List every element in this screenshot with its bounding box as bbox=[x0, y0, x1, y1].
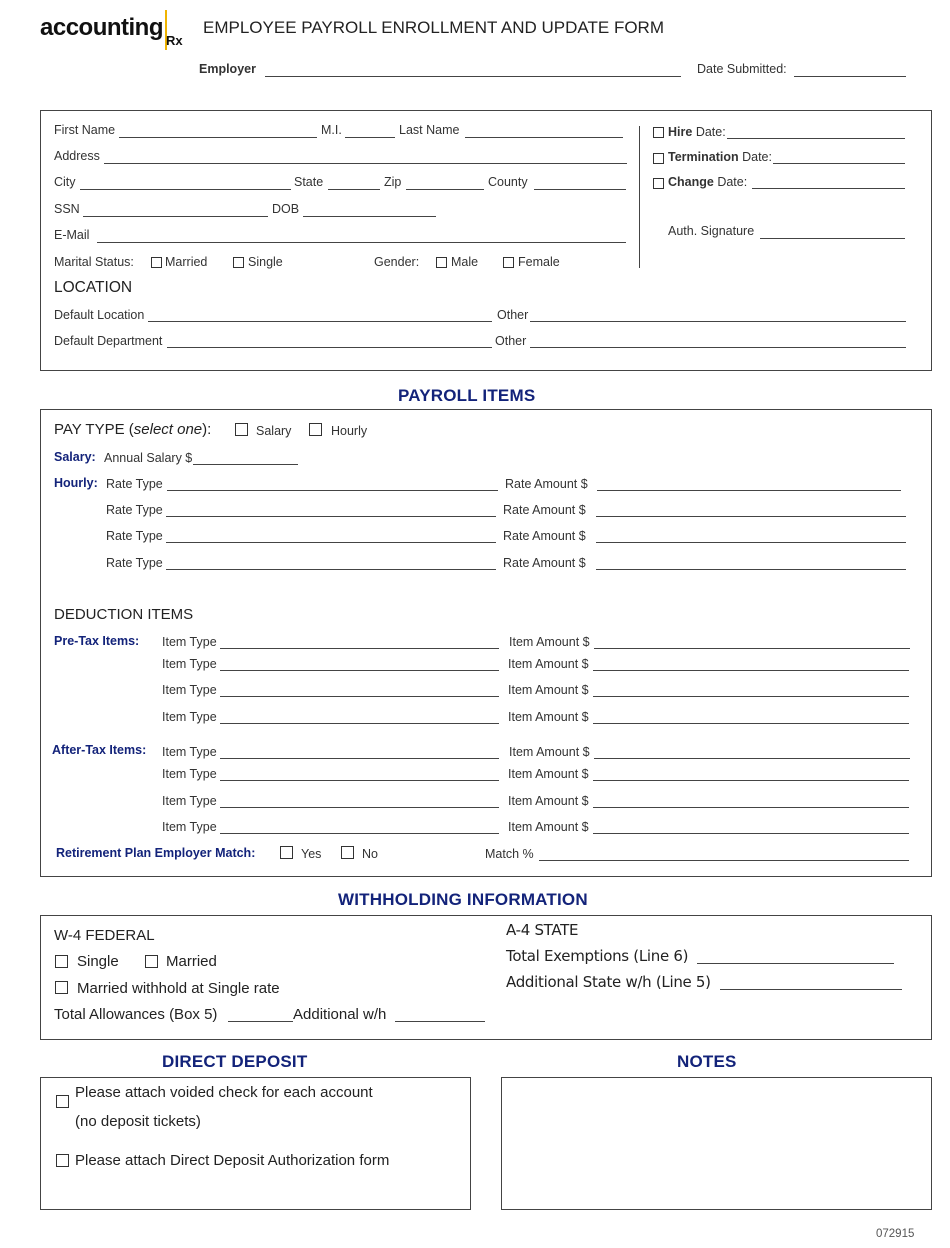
hire-date-label: Date: bbox=[695, 125, 726, 139]
rate-type-field-4[interactable] bbox=[166, 569, 496, 570]
rate-type-label-1: Rate Type bbox=[106, 477, 163, 491]
hire-label bbox=[668, 125, 726, 139]
salary-checkbox[interactable] bbox=[235, 423, 248, 436]
address-label: Address bbox=[54, 149, 100, 163]
dd-authorization-checkbox[interactable] bbox=[56, 1154, 69, 1167]
annual-salary-field[interactable] bbox=[193, 464, 298, 465]
rate-amount-field-2[interactable] bbox=[596, 516, 906, 517]
married-label: Married bbox=[165, 255, 208, 269]
male-checkbox[interactable] bbox=[436, 257, 447, 268]
hire-checkbox[interactable] bbox=[653, 127, 664, 138]
rate-amount-label-2: Rate Amount $ bbox=[503, 503, 586, 517]
department-other-label: Other bbox=[495, 334, 527, 348]
change-text: Change bbox=[668, 175, 714, 189]
auth-signature-label: Auth. Signature bbox=[668, 224, 755, 238]
change-date-field[interactable] bbox=[752, 188, 905, 189]
date-submitted-label: Date Submitted: bbox=[697, 62, 787, 76]
employee-info-box bbox=[40, 110, 932, 371]
withholding-title: WITHHOLDING INFORMATION bbox=[338, 890, 588, 909]
rate-type-label-4: Rate Type bbox=[106, 556, 163, 570]
annual-salary-label: Annual Salary $ bbox=[104, 451, 193, 465]
date-submitted-field[interactable] bbox=[794, 76, 906, 77]
after-tax-item-type-field-4[interactable] bbox=[220, 833, 499, 834]
termination-date-label: Date: bbox=[742, 150, 772, 164]
hire-text: Hire bbox=[668, 125, 693, 139]
location-heading: LOCATION bbox=[54, 279, 133, 296]
no-deposit-tickets-label: (no deposit tickets) bbox=[75, 1113, 201, 1130]
department-other-field[interactable] bbox=[530, 347, 906, 348]
after-tax-item-type-field-1[interactable] bbox=[220, 758, 499, 759]
zip-field[interactable] bbox=[406, 189, 484, 190]
pre-tax-item-type-field-2[interactable] bbox=[220, 670, 499, 671]
after-tax-label: After-Tax Items: bbox=[52, 743, 147, 757]
single-checkbox[interactable] bbox=[233, 257, 244, 268]
total-exemptions-label: Total Exemptions (Line 6) bbox=[506, 947, 689, 965]
w4-married-single-rate-label: Married withhold at Single rate bbox=[77, 980, 280, 997]
pre-tax-item-amount-label-3: Item Amount $ bbox=[508, 683, 589, 697]
change-date-label: Date: bbox=[717, 175, 748, 189]
female-label: Female bbox=[518, 255, 560, 269]
pre-tax-item-type-field-1[interactable] bbox=[220, 648, 499, 649]
pre-tax-item-type-label-3: Item Type bbox=[162, 683, 217, 697]
w4-federal-heading: W-4 FEDERAL bbox=[54, 927, 155, 944]
notes-title: NOTES bbox=[677, 1052, 737, 1071]
city-field[interactable] bbox=[80, 189, 291, 190]
after-tax-item-type-label-2: Item Type bbox=[162, 767, 217, 781]
pre-tax-label: Pre-Tax Items: bbox=[54, 634, 140, 648]
change-checkbox[interactable] bbox=[653, 178, 664, 189]
pre-tax-item-amount-field-2[interactable] bbox=[593, 670, 909, 671]
pre-tax-item-amount-field-3[interactable] bbox=[593, 696, 909, 697]
county-field[interactable] bbox=[534, 189, 626, 190]
w4-married-single-rate-checkbox[interactable] bbox=[55, 981, 68, 994]
marital-status-label: Marital Status: bbox=[54, 255, 134, 269]
after-tax-item-amount-label-1: Item Amount $ bbox=[509, 745, 590, 759]
last-name-field[interactable] bbox=[465, 137, 623, 138]
rate-amount-label-4: Rate Amount $ bbox=[503, 556, 586, 570]
hire-date-field[interactable] bbox=[727, 138, 905, 139]
default-location-field[interactable] bbox=[148, 321, 492, 322]
after-tax-item-amount-field-2[interactable] bbox=[593, 780, 909, 781]
first-name-label: First Name bbox=[54, 123, 116, 137]
zip-label: Zip bbox=[384, 175, 402, 189]
pre-tax-item-amount-label-4: Item Amount $ bbox=[508, 710, 589, 724]
page-title: EMPLOYEE PAYROLL ENROLLMENT AND UPDATE FORM bbox=[203, 18, 664, 37]
after-tax-item-amount-label-3: Item Amount $ bbox=[508, 794, 589, 808]
retirement-no-label: No bbox=[362, 847, 378, 861]
after-tax-item-type-label-3: Item Type bbox=[162, 794, 217, 808]
termination-date-field[interactable] bbox=[773, 163, 905, 164]
additional-state-label: Additional State w/h (Line 5) bbox=[506, 973, 711, 991]
employer-label: Employer bbox=[199, 62, 256, 76]
deduction-items-heading: DEDUCTION ITEMS bbox=[54, 606, 194, 623]
total-allowances-label: Total Allowances (Box 5) bbox=[54, 1006, 218, 1023]
state-label: State bbox=[294, 175, 324, 189]
after-tax-item-amount-label-2: Item Amount $ bbox=[508, 767, 589, 781]
total-exemptions-field[interactable] bbox=[697, 963, 894, 964]
dob-label: DOB bbox=[272, 202, 300, 216]
select-one-text: select one bbox=[133, 421, 203, 438]
address-field[interactable] bbox=[104, 163, 627, 164]
email-label: E-Mail bbox=[54, 228, 90, 242]
a4-state-heading: A-4 STATE bbox=[506, 921, 579, 939]
pay-type-text: PAY TYPE bbox=[54, 421, 125, 438]
form-code: 072915 bbox=[876, 1228, 915, 1240]
w4-single-checkbox[interactable] bbox=[55, 955, 68, 968]
after-tax-item-amount-field-1[interactable] bbox=[594, 758, 910, 759]
rate-amount-label-1: Rate Amount $ bbox=[505, 477, 588, 491]
rate-type-field-2[interactable] bbox=[166, 516, 496, 517]
default-location-label: Default Location bbox=[54, 308, 145, 322]
retirement-yes-label: Yes bbox=[301, 847, 322, 861]
county-label: County bbox=[488, 175, 528, 189]
employer-field[interactable] bbox=[265, 76, 681, 77]
dob-field[interactable] bbox=[303, 216, 436, 217]
voided-check-label: Please attach voided check for each account bbox=[75, 1084, 373, 1101]
after-tax-item-type-field-2[interactable] bbox=[220, 780, 499, 781]
married-checkbox[interactable] bbox=[151, 257, 162, 268]
rate-amount-label-3: Rate Amount $ bbox=[503, 529, 586, 543]
male-label: Male bbox=[451, 255, 479, 269]
email-field[interactable] bbox=[97, 242, 626, 243]
ssn-field[interactable] bbox=[83, 216, 268, 217]
after-tax-item-type-label-1: Item Type bbox=[162, 745, 217, 759]
logo-subtext: Rx bbox=[166, 33, 183, 48]
single-label: Single bbox=[248, 255, 283, 269]
rate-type-field-1[interactable] bbox=[167, 490, 498, 491]
mi-label: M.I. bbox=[321, 123, 342, 137]
default-department-field[interactable] bbox=[167, 347, 492, 348]
city-label: City bbox=[54, 175, 76, 189]
pre-tax-item-amount-field-4[interactable] bbox=[593, 723, 909, 724]
additional-state-field[interactable] bbox=[720, 989, 902, 990]
dd-authorization-label: Please attach Direct Deposit Authorization form bbox=[75, 1152, 390, 1169]
hourly-option-label: Hourly bbox=[331, 424, 368, 438]
pre-tax-item-type-field-3[interactable] bbox=[220, 696, 499, 697]
location-other-field[interactable] bbox=[530, 321, 906, 322]
termination-text: Termination bbox=[668, 150, 739, 164]
additional-wh-label: Additional w/h bbox=[293, 1006, 387, 1023]
pre-tax-item-type-field-4[interactable] bbox=[220, 723, 499, 724]
logo-text: accounting bbox=[40, 14, 164, 41]
w4-single-label: Single bbox=[77, 953, 119, 970]
pre-tax-item-amount-label-2: Item Amount $ bbox=[508, 657, 589, 671]
hourly-row-label: Hourly: bbox=[54, 476, 98, 490]
rate-type-label-2: Rate Type bbox=[106, 503, 163, 517]
after-tax-item-type-label-4: Item Type bbox=[162, 820, 217, 834]
match-percent-field[interactable] bbox=[539, 860, 909, 861]
ssn-label: SSN bbox=[54, 202, 80, 216]
pre-tax-item-type-label-4: Item Type bbox=[162, 710, 217, 724]
auth-signature-field[interactable] bbox=[760, 238, 905, 239]
after-tax-item-amount-field-4[interactable] bbox=[593, 833, 909, 834]
retirement-no-checkbox[interactable] bbox=[341, 846, 354, 859]
hourly-checkbox[interactable] bbox=[309, 423, 322, 436]
pay-type-label: PAY TYPE (select one): bbox=[54, 421, 212, 438]
w4-married-checkbox[interactable] bbox=[145, 955, 158, 968]
rate-amount-field-1[interactable] bbox=[597, 490, 901, 491]
termination-label bbox=[668, 150, 772, 164]
pre-tax-item-type-label-1: Item Type bbox=[162, 635, 217, 649]
status-divider bbox=[639, 126, 640, 268]
pre-tax-item-type-label-2: Item Type bbox=[162, 657, 217, 671]
last-name-label: Last Name bbox=[399, 123, 460, 137]
pre-tax-item-amount-field-1[interactable] bbox=[594, 648, 910, 649]
after-tax-item-amount-label-4: Item Amount $ bbox=[508, 820, 589, 834]
voided-check-checkbox[interactable] bbox=[56, 1095, 69, 1108]
rate-type-field-3[interactable] bbox=[166, 542, 496, 543]
after-tax-item-amount-field-3[interactable] bbox=[593, 807, 909, 808]
total-allowances-field[interactable] bbox=[228, 1021, 293, 1022]
notes-box[interactable] bbox=[501, 1077, 932, 1210]
rate-amount-field-4[interactable] bbox=[596, 569, 906, 570]
pre-tax-item-amount-label-1: Item Amount $ bbox=[509, 635, 590, 649]
retirement-yes-checkbox[interactable] bbox=[280, 846, 293, 859]
state-field[interactable] bbox=[328, 189, 380, 190]
default-department-label: Default Department bbox=[54, 334, 163, 348]
first-name-field[interactable] bbox=[119, 137, 317, 138]
rate-type-label-3: Rate Type bbox=[106, 529, 163, 543]
w4-married-label: Married bbox=[166, 953, 217, 970]
salary-row-label: Salary: bbox=[54, 450, 96, 464]
female-checkbox[interactable] bbox=[503, 257, 514, 268]
termination-checkbox[interactable] bbox=[653, 153, 664, 164]
payroll-items-title: PAYROLL ITEMS bbox=[398, 386, 536, 405]
additional-wh-field[interactable] bbox=[395, 1021, 485, 1022]
location-other-label: Other bbox=[497, 308, 529, 322]
match-percent-label: Match % bbox=[485, 847, 534, 861]
direct-deposit-title: DIRECT DEPOSIT bbox=[162, 1052, 308, 1071]
after-tax-item-type-field-3[interactable] bbox=[220, 807, 499, 808]
change-label bbox=[668, 175, 747, 189]
rate-amount-field-3[interactable] bbox=[596, 542, 906, 543]
retirement-match-label: Retirement Plan Employer Match: bbox=[56, 846, 256, 860]
mi-field[interactable] bbox=[345, 137, 395, 138]
salary-option-label: Salary bbox=[256, 424, 292, 438]
gender-label: Gender: bbox=[374, 255, 420, 269]
